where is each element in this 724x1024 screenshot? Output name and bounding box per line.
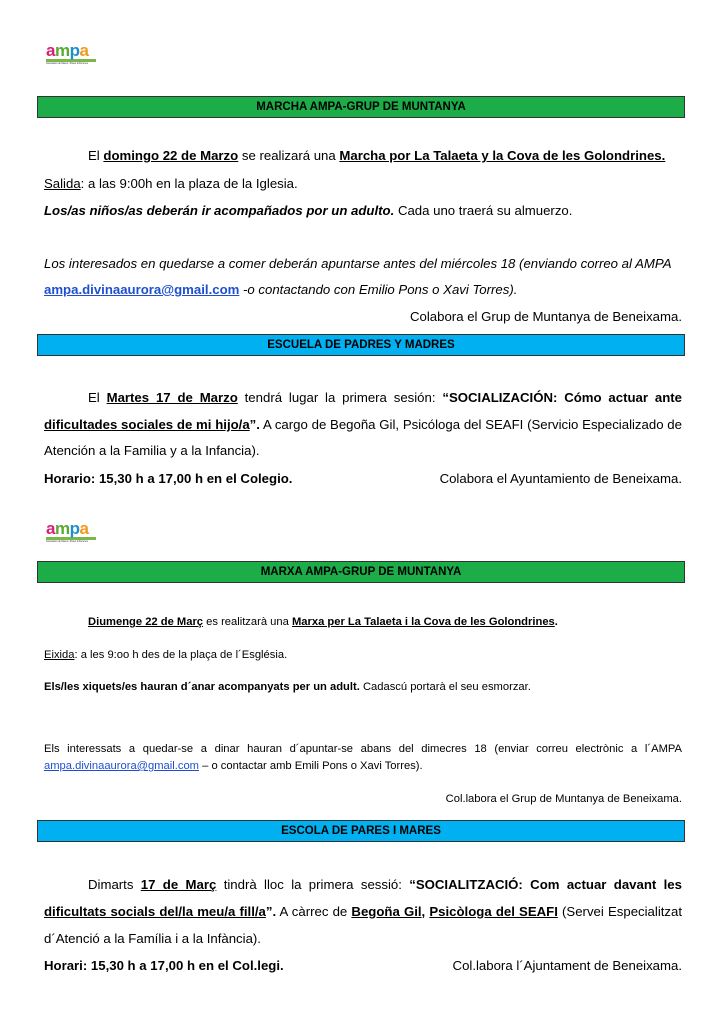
section-header-escuela: ESCUELA DE PADRES Y MADRES <box>37 334 685 356</box>
ampa-logo: ampa Associació de Mares i Pares d'Alumnes <box>46 44 98 68</box>
ca-paragraph-xiquets: Els/les xiquets/es hauran d´anar acompanyats per un adult. Cadascú portarà el seu esmorzar. <box>44 681 531 693</box>
es-paragraph-email: ampa.divinaaurora@gmail.com -o contactando con Emilio Pons o Xavi Torres). <box>44 282 518 297</box>
section-header-marxa: MARXA AMPA-GRUP DE MUNTANYA <box>37 561 685 583</box>
es-paragraph-1: El domingo 22 de Marzo se realizará una Marcha por La Talaeta y la Cova de les Golondrines. <box>88 148 666 163</box>
ca-session-line-2: dificultats socials del/la meu/a fill/a”. A càrrec de Begoña Gil, Psicòloga del SEAFI (Servei Especialitzat <box>44 904 682 919</box>
email-link[interactable]: ampa.divinaaurora@gmail.com <box>44 282 240 297</box>
es-collab-ayuntamiento: Colabora el Ayuntamiento de Beneixama. <box>439 471 682 486</box>
es-paragraph-interesados: Los interesados en quedarse a comer deberán apuntarse antes del miércoles 18 (enviando correo al AMPA <box>44 256 672 271</box>
es-session-line-1: El Martes 17 de Marzo tendrá lugar la primera sesión: “SOCIALIZACIÓN: Cómo actuar ante <box>88 390 682 405</box>
ampa-logo: ampa Associació de Mares i Pares d'Alumnes <box>46 522 98 546</box>
es-collab-grup: Colabora el Grup de Muntanya de Beneixama. <box>410 309 682 324</box>
ca-collab-grup: Col.labora el Grup de Muntanya de Beneixama. <box>445 793 682 805</box>
email-link[interactable]: ampa.divinaaurora@gmail.com <box>44 760 199 772</box>
es-session-line-3: Atención a la Familia y a la Infancia). <box>44 443 260 458</box>
ca-session-line-1: Dimarts 17 de Març tindrà lloc la primera sessió: “SOCIALITZACIÓ: Com actuar davant les <box>88 877 682 892</box>
es-paragraph-salida: Salida: a las 9:00h en la plaza de la Iglesia. <box>44 176 298 191</box>
ca-session-line-3: d´Atenció a la Família i a la Infància). <box>44 931 261 946</box>
ca-paragraph-eixida: Eixida: a les 9:oo h des de la plaça de l´Església. <box>44 649 288 661</box>
es-session-hours: Horario: 15,30 h a 17,00 h en el Colegio. <box>44 471 293 486</box>
section-header-escola: ESCOLA DE PARES I MARES <box>37 820 685 842</box>
es-session-line-2: dificultades sociales de mi hijo/a”. A cargo de Begoña Gil, Psicóloga del SEAFI (Servicio Especializado de <box>44 417 682 432</box>
es-paragraph-ninos: Los/as niños/as deberán ir acompañados por un adulto. Cada uno traerá su almuerzo. <box>44 203 573 218</box>
ca-session-hours: Horari: 15,30 h a 17,00 h en el Col.legi. <box>44 958 284 973</box>
ca-paragraph-email: ampa.divinaaurora@gmail.com – o contactar amb Emili Pons o Xavi Torres). <box>44 760 423 772</box>
ca-paragraph-interessats: Els interessats a quedar-se a dinar hauran d´apuntar-se abans del dimecres 18 (enviar correu electrònic a l´AMPA <box>44 743 682 755</box>
ca-collab-ajuntament: Col.labora l´Ajuntament de Beneixama. <box>452 958 682 973</box>
ca-paragraph-1: Diumenge 22 de Març es realitzarà una Marxa per La Talaeta i la Cova de les Golondrines. <box>88 616 558 628</box>
section-header-marcha: MARCHA AMPA-GRUP DE MUNTANYA <box>37 96 685 118</box>
